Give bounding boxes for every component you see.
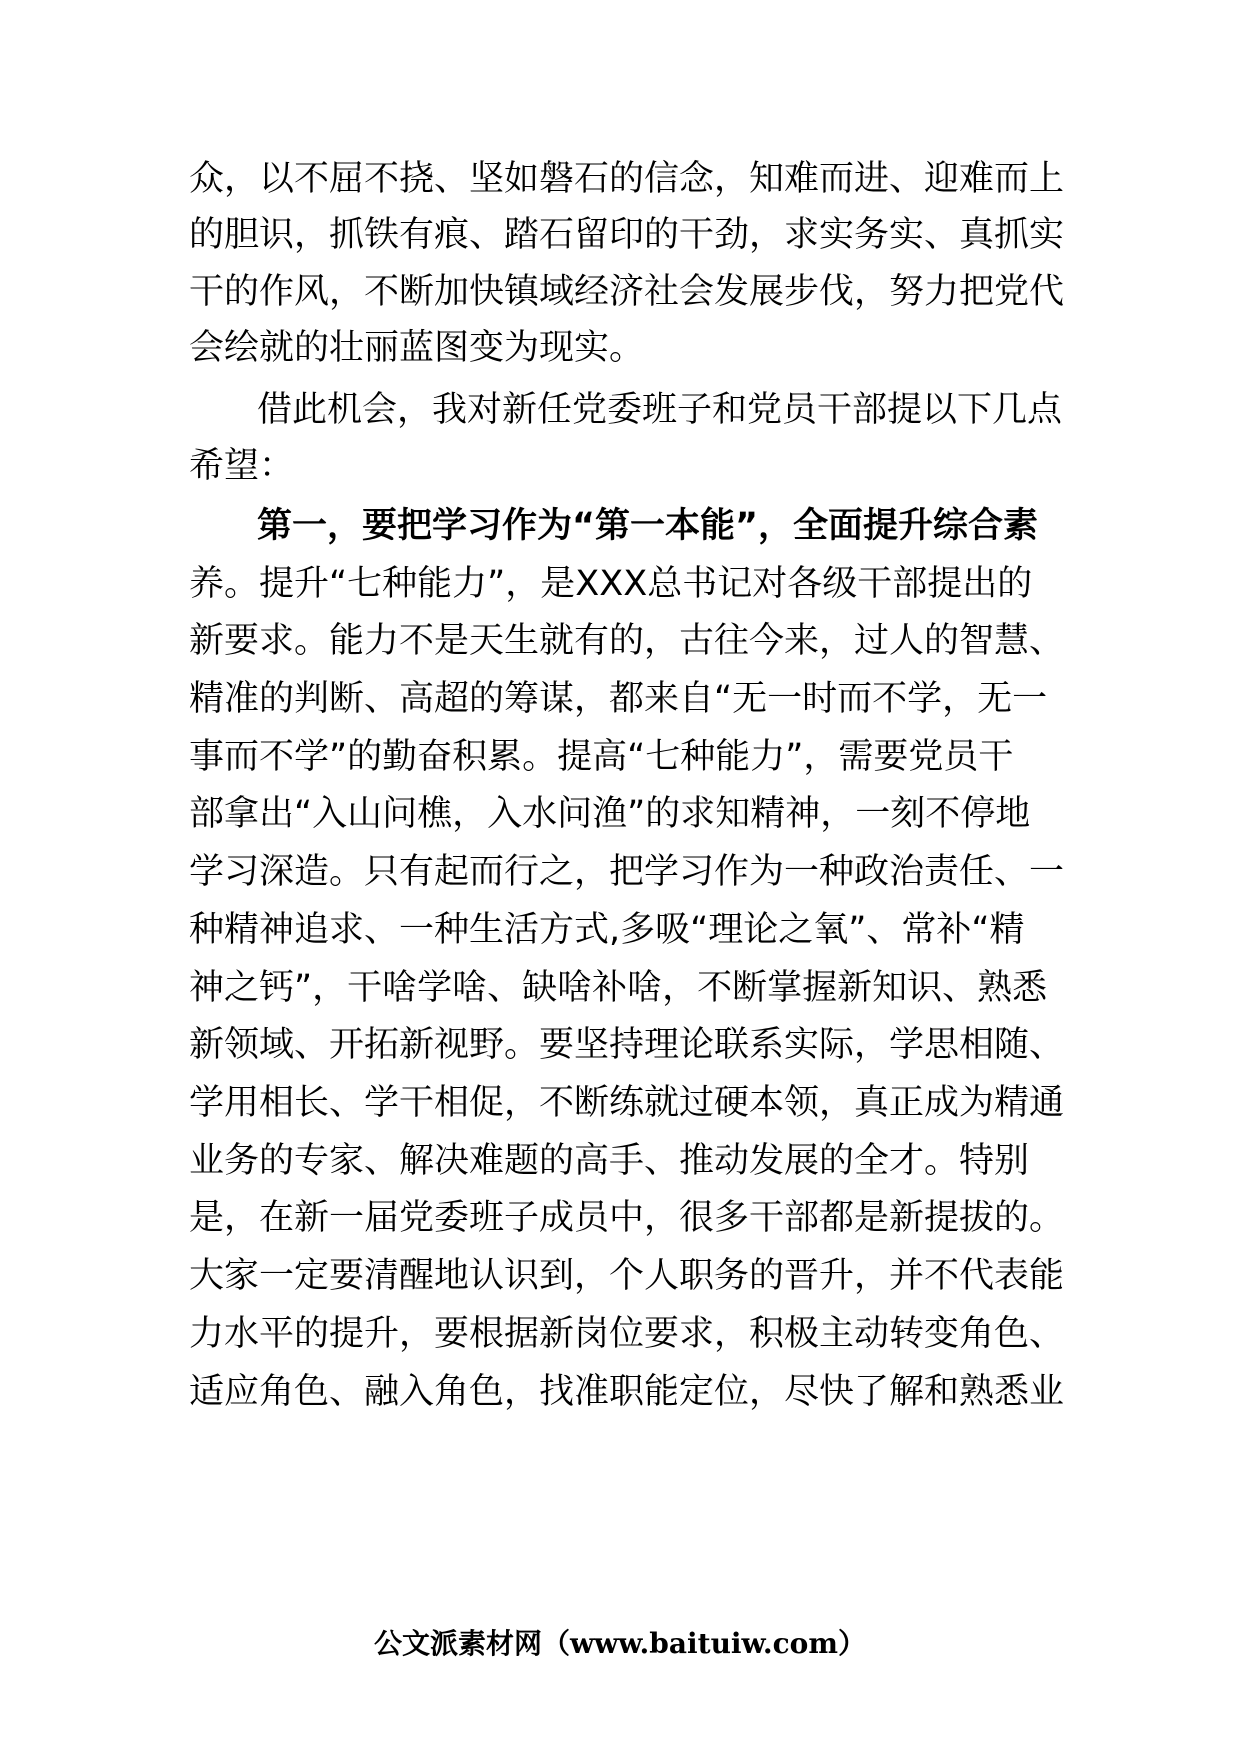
paragraph-2-line-2: 希望： bbox=[189, 446, 295, 486]
paragraph-1-line-4: 会绘就的壮丽蓝图变为现实。 bbox=[189, 328, 645, 368]
paragraph-3-line-12: 业务的专家、解决难题的高手、推动发展的全才。特别 bbox=[189, 1141, 1030, 1181]
paragraph-3-line-8: 种精神追求、一种生活方式,多吸“理论之氧”、常补“精 bbox=[189, 910, 1025, 950]
paragraph-3-line-10: 新领域、开拓新视野。要坚持理论联系实际，学思相随、 bbox=[189, 1025, 1065, 1065]
paragraph-3-line-7: 学习深造。只有起而行之，把学习作为一种政治责任、一 bbox=[189, 852, 1065, 892]
paragraph-3-line-13: 是，在新一届党委班子成员中，很多干部都是新提拔的。 bbox=[189, 1198, 1065, 1238]
paragraph-3-line-4: 精准的判断、高超的筹谋，都来自“无一时而不学，无一 bbox=[189, 679, 1048, 719]
paragraph-3-line-14: 大家一定要清醒地认识到，个人职务的晋升，并不代表能 bbox=[189, 1256, 1065, 1296]
paragraph-3-line-3: 新要求。能力不是天生就有的，古往今来，过人的智慧、 bbox=[189, 621, 1065, 661]
paragraph-3-heading-line: 第一，要把学习作为“第一本能”，全面提升综合素 bbox=[257, 506, 1039, 546]
paragraph-3-line-9: 神之钙”，干啥学啥、缺啥补啥，不断掌握新知识、熟悉 bbox=[189, 968, 1048, 1008]
footer-watermark: 公文派素材网（www.baituiw.com） bbox=[374, 1627, 866, 1660]
paragraph-2-line-1: 借此机会，我对新任党委班子和党员干部提以下几点 bbox=[257, 390, 1063, 430]
paragraph-3-line-6: 部拿出“入山问樵，入水问渔”的求知精神，一刻不停地 bbox=[189, 794, 1031, 834]
paragraph-1-line-2: 的胆识，抓铁有痕、踏石留印的干劲，求实务实、真抓实 bbox=[189, 215, 1065, 255]
paragraph-1-line-3: 干的作风，不断加快镇域经济社会发展步伐，努力把党代 bbox=[189, 272, 1065, 312]
paragraph-3-line-5: 事而不学”的勤奋积累。提高“七种能力”，需要党员干 bbox=[189, 737, 1014, 777]
paragraph-1-line-1: 众，以不屈不挠、坚如磐石的信念，知难而进、迎难而上 bbox=[189, 159, 1065, 199]
paragraph-3-line-11: 学用相长、学干相促，不断练就过硬本领，真正成为精通 bbox=[189, 1083, 1065, 1123]
paragraph-3-line-2: 养。提升“七种能力”，是XXX总书记对各级干部提出的 bbox=[189, 564, 1033, 604]
paragraph-3-line-15: 力水平的提升，要根据新岗位要求，积极主动转变角色、 bbox=[189, 1314, 1065, 1354]
paragraph-3-line-16: 适应角色、融入角色，找准职能定位，尽快了解和熟悉业 bbox=[189, 1372, 1065, 1412]
paragraph-3-line-17 bbox=[189, 1425, 1069, 1473]
